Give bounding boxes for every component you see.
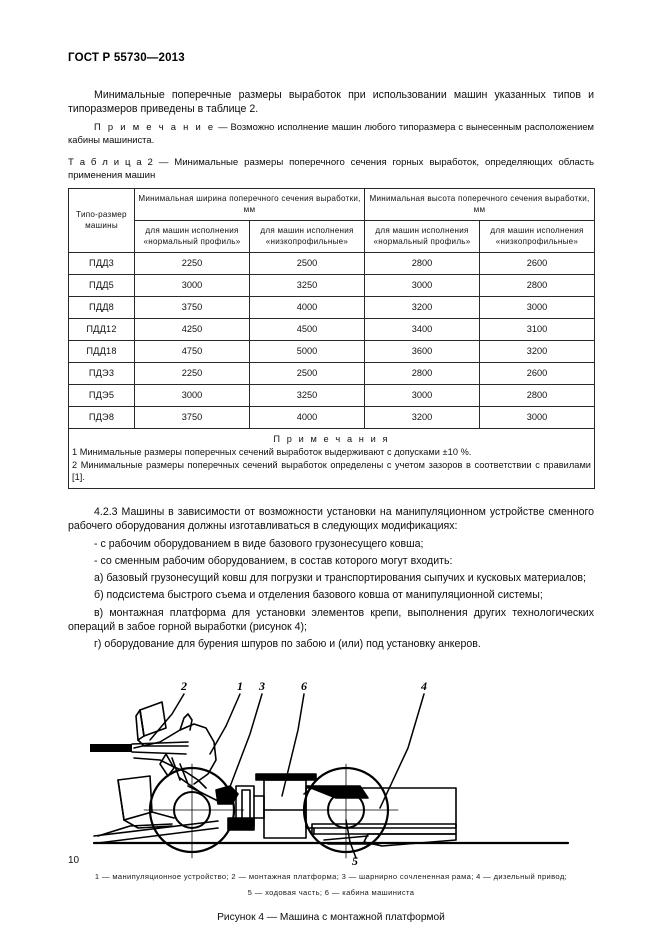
table-row <box>69 274 595 296</box>
table-row <box>69 362 595 384</box>
table-row <box>69 252 595 274</box>
cell-type: ПДЭ5 <box>69 384 135 406</box>
callout-4: 4 <box>421 678 427 693</box>
cell-type: ПДД5 <box>69 274 135 296</box>
table-row <box>69 318 595 340</box>
cell-height-low: 2600 <box>480 362 595 384</box>
column-group-header-width: Минимальная ширина поперечного сечения выработки, мм <box>135 189 365 221</box>
table-row <box>69 384 595 406</box>
callout-3: 3 <box>259 678 265 693</box>
table-caption-text: — Минимальные размеры поперечного сечения горных выработок, определяющих область применения машин <box>68 157 594 181</box>
cell-type: ПДЭ8 <box>69 406 135 428</box>
cell-width-normal: 3000 <box>135 274 250 296</box>
table-notes-row <box>69 428 595 488</box>
column-header-height-low: для машин исполнения «низкопрофильные» <box>480 220 595 252</box>
table-caption-label: Т а б л и ц а 2 <box>68 157 153 168</box>
clause-item-g: г) оборудование для бурения шпуров по забою и (или) под установку анкеров. <box>94 638 481 651</box>
clause-item-b: б) подсистема быстрого съема и отделения базового ковша от манипуляционной системы; <box>94 589 543 602</box>
page-number: 10 <box>68 855 80 866</box>
table-2 <box>68 188 595 489</box>
cell-type: ПДД18 <box>69 340 135 362</box>
table-row <box>69 296 595 318</box>
cell-height-low: 2600 <box>480 252 595 274</box>
cell-height-normal: 2800 <box>365 362 480 384</box>
cell-width-low: 3250 <box>250 274 365 296</box>
table-notes <box>69 428 595 488</box>
cell-width-low: 5000 <box>250 340 365 362</box>
standard-header: ГОСТ Р 55730—2013 <box>68 52 185 64</box>
cell-height-normal: 3200 <box>365 296 480 318</box>
column-header-width-normal: для машин исполнения «нормальный профиль» <box>135 220 250 252</box>
clause-item-2: - со сменным рабочим оборудованием, в состав которого могут входить: <box>94 554 453 567</box>
callout-5: 5 <box>352 853 358 866</box>
table-body <box>69 252 595 488</box>
clause-item-v: в) монтажная платформа для установки элементов крепи, выполнения других технологических операций в забое горной выработки (рисунок 4); <box>68 606 594 634</box>
cell-type: ПДД12 <box>69 318 135 340</box>
cell-width-normal: 2250 <box>135 362 250 384</box>
column-header-height-normal: для машин исполнения «нормальный профиль» <box>365 220 480 252</box>
column-header-typesize: Типо-размер машины <box>69 189 135 253</box>
table-row <box>69 340 595 362</box>
cell-width-normal: 3750 <box>135 296 250 318</box>
cell-width-low: 4000 <box>250 296 365 318</box>
cell-height-low: 3000 <box>480 296 595 318</box>
leader-4 <box>380 694 424 808</box>
table-header <box>69 189 595 253</box>
table-row <box>69 406 595 428</box>
cell-width-normal: 3000 <box>135 384 250 406</box>
cell-width-low: 4500 <box>250 318 365 340</box>
cell-height-low: 3000 <box>480 406 595 428</box>
figure-legend-line-1: 1 — манипуляционное устройство; 2 — монтажная платформа; 3 — шарнирно сочлененная рама; 4 — дизельный привод; <box>94 871 568 881</box>
leader-2 <box>150 694 184 740</box>
table-notes-title: П р и м е ч а н и я <box>273 433 390 444</box>
table-group-header-row <box>69 189 595 221</box>
callout-2: 2 <box>181 678 187 693</box>
platform-arm <box>90 744 132 752</box>
cell-width-low: 4000 <box>250 406 365 428</box>
clause-4-2-3: 4.2.3 Машины в зависимости от возможности установки на манипуляционном устройстве сменного рабочего оборудования должны изготавливаться в следующих модификациях: <box>68 506 594 533</box>
note-label: П р и м е ч а н и е <box>94 120 216 132</box>
cell-height-low: 3100 <box>480 318 595 340</box>
note-paragraph <box>68 120 594 146</box>
page-content <box>68 52 594 923</box>
cabin <box>264 780 306 838</box>
cell-width-low: 2500 <box>250 252 365 274</box>
figure-4 <box>68 668 594 924</box>
clause-item-a: а) базовый грузонесущий ковш для погрузки и транспортирования сыпучих и кусковых материалов; <box>94 572 586 585</box>
leader-1 <box>210 694 240 754</box>
cell-height-normal: 3400 <box>365 318 480 340</box>
cell-width-low: 3250 <box>250 384 365 406</box>
cell-width-low: 2500 <box>250 362 365 384</box>
column-group-header-height: Минимальная высота поперечного сечения выработки, мм <box>365 189 595 221</box>
column-header-width-low: для машин исполнения «низкопрофильные» <box>250 220 365 252</box>
cell-height-normal: 2800 <box>365 252 480 274</box>
articulated-joint <box>216 786 238 804</box>
table-caption <box>68 156 594 182</box>
cell-type: ПДД8 <box>69 296 135 318</box>
clause-4-2-3-block <box>68 505 594 652</box>
table-note-1: 1 Минимальные размеры поперечных сечений выработок выдерживают с допусками ±10 %. <box>72 447 472 458</box>
callout-6: 6 <box>301 678 307 693</box>
mining-machine-drawing <box>68 668 594 866</box>
cell-height-normal: 3000 <box>365 274 480 296</box>
cell-height-low: 3200 <box>480 340 595 362</box>
table-note-2: 2 Минимальные размеры поперечных сечений выработок определены с учетом зазоров в соответствии с правилами [1]. <box>72 459 591 483</box>
cell-height-low: 2800 <box>480 384 595 406</box>
cell-type: ПДЭ3 <box>69 362 135 384</box>
callout-1: 1 <box>237 678 243 693</box>
cell-type: ПДД3 <box>69 252 135 274</box>
figure-legend-line-2: 5 — ходовая часть; 6 — кабина машиниста <box>247 888 415 898</box>
figure-title: Рисунок 4 — Машина с монтажной платформой <box>217 912 445 924</box>
cell-width-normal: 4250 <box>135 318 250 340</box>
cell-width-normal: 4750 <box>135 340 250 362</box>
cell-height-normal: 3600 <box>365 340 480 362</box>
note-text: — Возможно исполнение машин любого типоразмера с вынесенным расположением кабины машиниста. <box>68 120 594 145</box>
cell-width-normal: 3750 <box>135 406 250 428</box>
intro-paragraph: Минимальные поперечные размеры выработок при использовании машин указанных типов и типоразмеров приведены в таблице 2. <box>68 89 594 116</box>
cell-height-low: 2800 <box>480 274 595 296</box>
table-sub-header-row <box>69 220 595 252</box>
clause-item-1: - с рабочим оборудованием в виде базового грузонесущего ковша; <box>94 537 424 550</box>
cell-height-normal: 3000 <box>365 384 480 406</box>
cell-width-normal: 2250 <box>135 252 250 274</box>
cell-height-normal: 3200 <box>365 406 480 428</box>
